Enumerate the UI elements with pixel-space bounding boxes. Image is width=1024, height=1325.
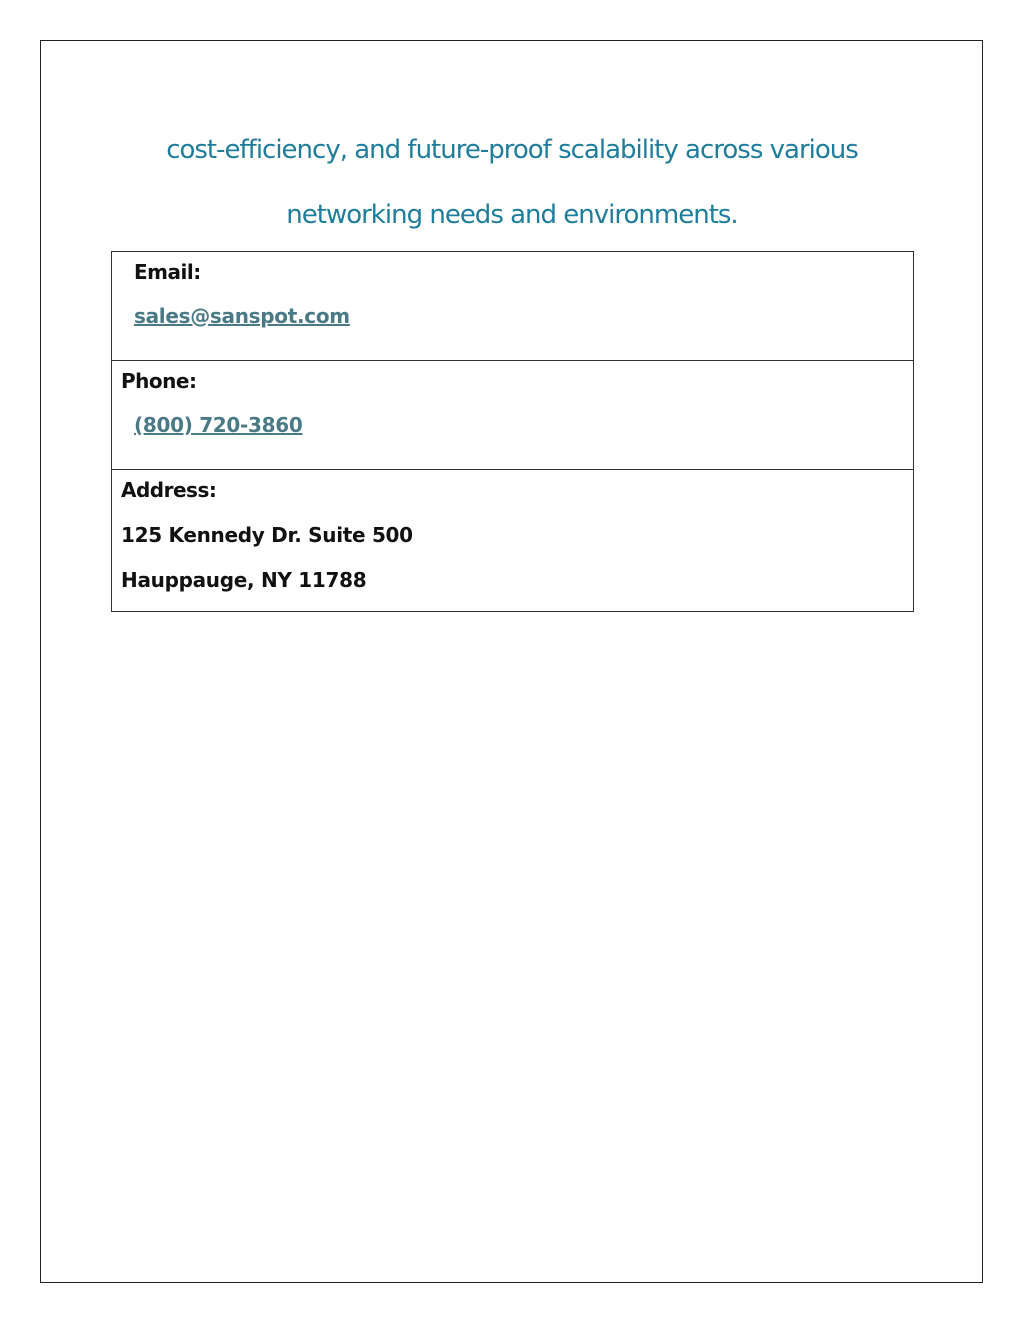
address-cell <box>112 470 914 612</box>
phone-label: Phone: <box>121 369 197 393</box>
phone-link[interactable]: (800) 720-3860 <box>134 413 303 437</box>
address-label: Address: <box>121 478 217 502</box>
phone-row <box>112 361 914 470</box>
phone-cell <box>112 361 914 470</box>
email-cell <box>112 252 914 361</box>
intro-paragraph <box>40 118 984 248</box>
intro-line-1: cost-efficiency, and future-proof scalability across various <box>166 135 858 165</box>
intro-line-2: networking needs and environments. <box>286 200 738 230</box>
address-line-1: 125 Kennedy Dr. Suite 500 <box>121 523 413 547</box>
address-row <box>112 470 914 612</box>
email-row <box>112 252 914 361</box>
contact-table <box>111 251 914 612</box>
email-link[interactable]: sales@sanspot.com <box>134 304 350 328</box>
email-label: Email: <box>134 260 201 284</box>
address-line-2: Hauppauge, NY 11788 <box>121 568 367 592</box>
